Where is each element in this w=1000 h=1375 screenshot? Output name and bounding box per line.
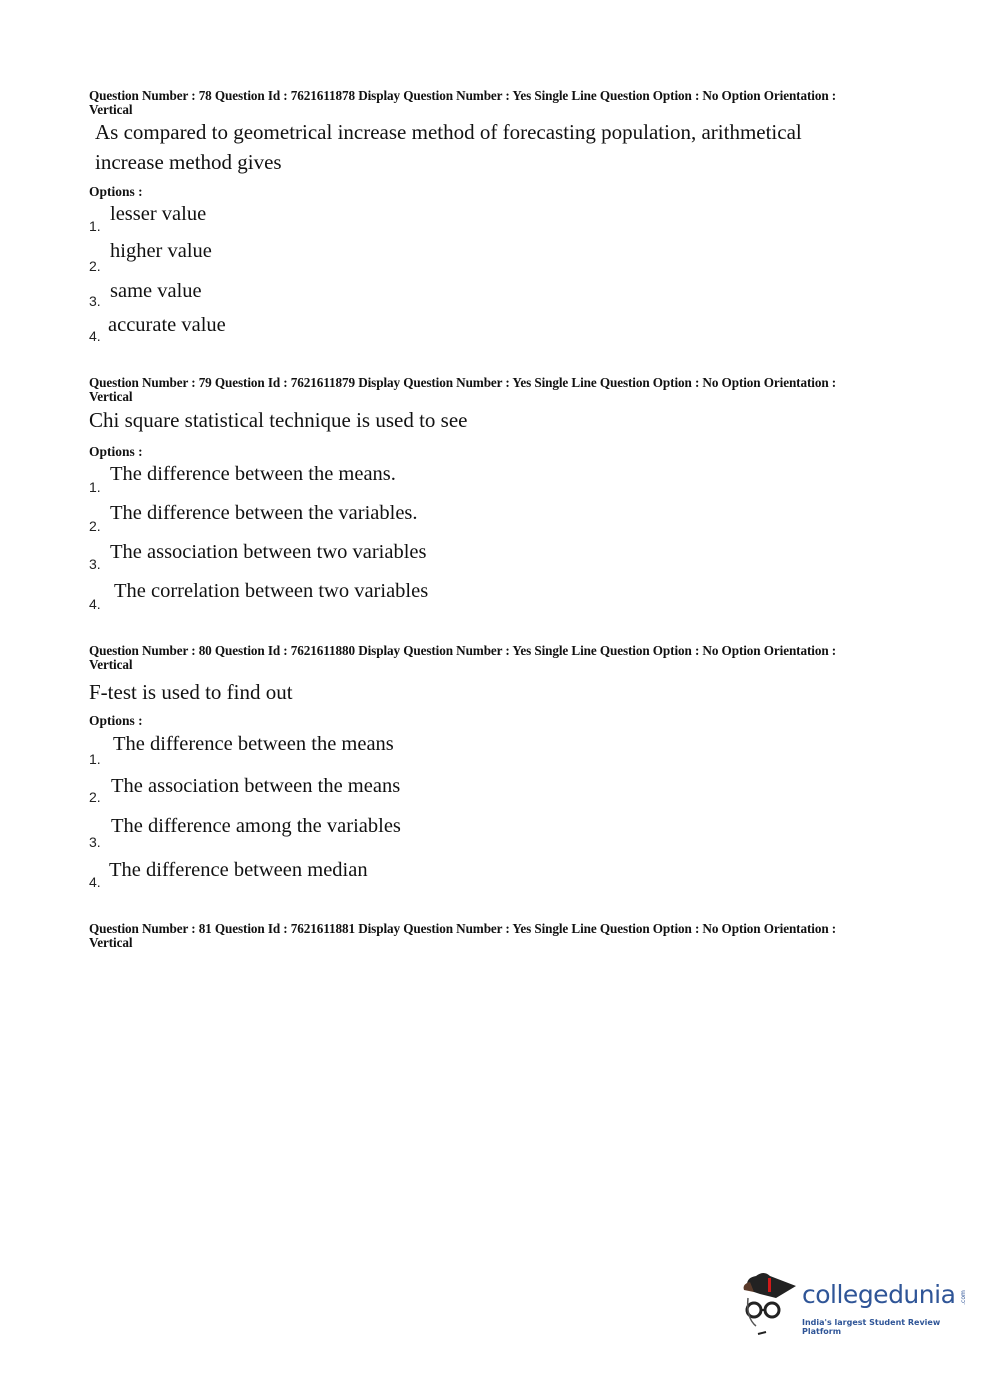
option-text: The difference between the means. xyxy=(110,463,396,485)
question-78-text-line-1: As compared to geometrical increase method of forecasting population, arithmetical xyxy=(95,120,802,144)
option-text: accurate value xyxy=(108,314,226,336)
option-text: The association between the means xyxy=(111,775,401,797)
logo-suffix: .com xyxy=(959,1290,967,1305)
option-number: 1. xyxy=(89,479,101,495)
option-text: The difference among the variables xyxy=(111,815,401,837)
question-78-header: Question Number : 78 Question Id : 7621611878 Display Question Number : Yes Single Line Question Option : No Option Orientation : Vertical xyxy=(89,88,837,117)
question-80-text: F-test is used to find out xyxy=(89,680,293,704)
question-78-text-line-2: increase method gives xyxy=(95,150,282,174)
option-text: The association between two variables xyxy=(110,541,427,563)
option-number: 3. xyxy=(89,293,101,309)
collegedunia-logo xyxy=(740,1268,970,1338)
option-number: 4. xyxy=(89,328,101,344)
option-number: 3. xyxy=(89,556,101,572)
logo-brand: collegedunia xyxy=(802,1280,956,1309)
option-number: 4. xyxy=(89,874,101,890)
option-text: The difference between median xyxy=(109,859,368,881)
option-text: The difference between the means xyxy=(113,733,394,755)
question-79-text: Chi square statistical technique is used to see xyxy=(89,408,468,432)
option-number: 2. xyxy=(89,789,101,805)
option-text: lesser value xyxy=(110,203,207,225)
option-text: The difference between the variables. xyxy=(110,502,418,524)
option-number: 2. xyxy=(89,518,101,534)
mascot-icon xyxy=(740,1268,802,1338)
options-label: Options : xyxy=(89,184,143,199)
option-number: 1. xyxy=(89,751,101,767)
option-number: 4. xyxy=(89,596,101,612)
logo-tagline: India's largest Student Review Platform xyxy=(802,1318,941,1336)
option-text: same value xyxy=(110,280,202,302)
question-80-header: Question Number : 80 Question Id : 7621611880 Display Question Number : Yes Single Line Question Option : No Option Orientation : Vertical xyxy=(89,643,837,672)
option-text: higher value xyxy=(110,240,212,262)
option-text: The correlation between two variables xyxy=(114,580,429,602)
options-label: Options : xyxy=(89,713,143,728)
option-number: 3. xyxy=(89,834,101,850)
options-label: Options : xyxy=(89,444,143,459)
question-81-header: Question Number : 81 Question Id : 7621611881 Display Question Number : Yes Single Line Question Option : No Option Orientation : Vertical xyxy=(89,921,837,950)
option-number: 1. xyxy=(89,218,101,234)
question-79-header: Question Number : 79 Question Id : 7621611879 Display Question Number : Yes Single Line Question Option : No Option Orientation : Vertical xyxy=(89,375,837,404)
option-number: 2. xyxy=(89,258,101,274)
